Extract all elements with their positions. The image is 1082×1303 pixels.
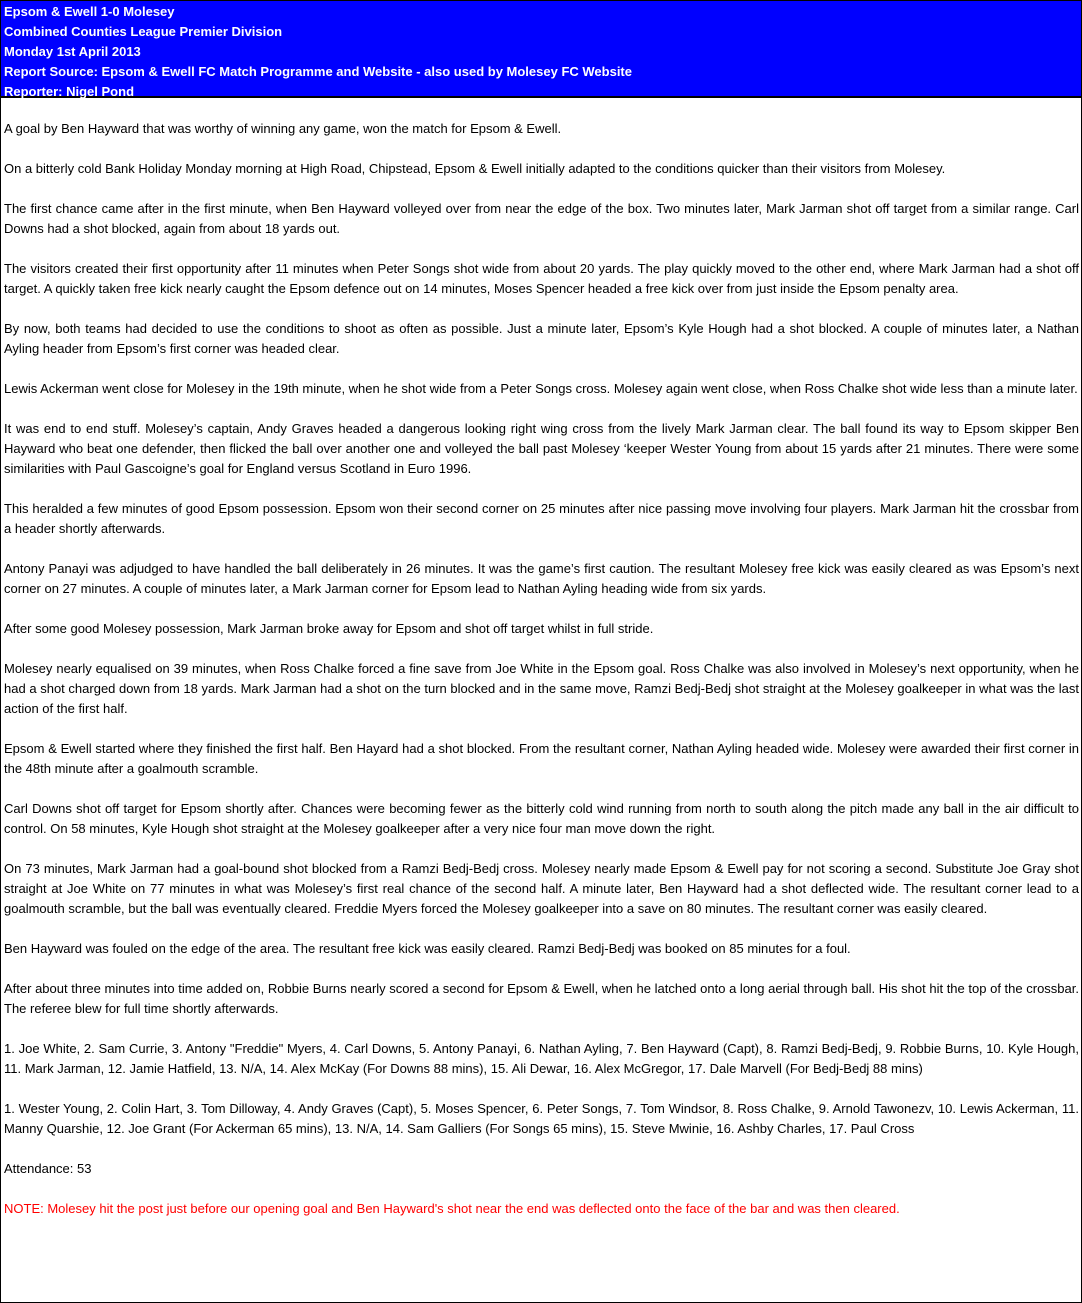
report-paragraph: A goal by Ben Hayward that was worthy of winning any game, won the match for Epsom & Ewell. xyxy=(4,121,562,136)
report-paragraph: After about three minutes into time added on, Robbie Burns nearly scored a second for Epsom & Ewell, when he latched onto a long aerial through ball. His shot hit the top of the crossbar. The referee blew for full time shortly afterwards. xyxy=(4,981,1079,1016)
report-paragraph: The visitors created their first opportunity after 11 minutes when Peter Songs shot wide from about 20 yards. The play quickly moved to the other end, where Mark Jarman had a shot off target. A quickly taken free kick nearly caught the Epsom defence out on 14 minutes, Moses Spencer headed a free kick over from just inside the Epsom penalty area. xyxy=(4,261,1079,296)
report-paragraph: The first chance came after in the first minute, when Ben Hayward volleyed over from near the edge of the box. Two minutes later, Mark Jarman shot off target from a similar range. Carl Downs had a shot blocked, again from about 18 yards out. xyxy=(4,201,1079,236)
report-source: Report Source: Epsom & Ewell FC Match Programme and Website - also used by Molesey FC Website xyxy=(4,64,632,79)
report-paragraph: Carl Downs shot off target for Epsom shortly after. Chances were becoming fewer as the bitterly cold wind running from north to south along the pitch made any ball in the air difficult to control. On 58 minutes, Kyle Hough shot straight at the Molesey goalkeeper after a very nice four man move down the right. xyxy=(4,801,1079,836)
report-paragraph: On a bitterly cold Bank Holiday Monday morning at High Road, Chipstead, Epsom & Ewell initially adapted to the conditions quicker than their visitors from Molesey. xyxy=(4,161,946,176)
report-paragraph: This heralded a few minutes of good Epsom possession. Epsom won their second corner on 25 minutes after nice passing move involving four players. Mark Jarman hit the crossbar from a header shortly afterwards. xyxy=(4,501,1079,536)
report-body xyxy=(1,98,1081,1219)
match-date: Monday 1st April 2013 xyxy=(4,44,141,59)
match-result-title: Epsom & Ewell 1-0 Molesey xyxy=(4,4,175,19)
report-note: NOTE: Molesey hit the post just before our opening goal and Ben Hayward's shot near the end was deflected onto the face of the bar and was then cleared. xyxy=(4,1201,900,1216)
report-paragraph: Ben Hayward was fouled on the edge of the area. The resultant free kick was easily cleared. Ramzi Bedj-Bedj was booked on 85 minutes for a foul. xyxy=(4,941,851,956)
home-team-lineup: 1. Joe White, 2. Sam Currie, 3. Antony "Freddie" Myers, 4. Carl Downs, 5. Antony Panayi, 6. Nathan Ayling, 7. Ben Hayward (Capt), 8. Ramzi Bedj-Bedj, 9. Robbie Burns, 10. Kyle Hough, 11. Mark Jarman, 12. Jamie Hatfield, 13. N/A, 14. Alex McKay (For Downs 88 mins), 15. Ali Dewar, 16. Alex McGregor, 17. Dale Marvell (For Bedj-Bedj 88 mins) xyxy=(4,1041,1079,1076)
report-paragraph: Molesey nearly equalised on 39 minutes, when Ross Chalke forced a fine save from Joe White in the Epsom goal. Ross Chalke was also involved in Molesey’s next opportunity, when he had a shot charged down from 18 yards. Mark Jarman had a shot on the turn blocked and in the same move, Ramzi Bedj-Bedj shot straight at the Molesey goalkeeper in what was the last action of the first half. xyxy=(4,661,1079,716)
report-paragraph: By now, both teams had decided to use the conditions to shoot as often as possible. Just a minute later, Epsom’s Kyle Hough had a shot blocked. A couple of minutes later, a Nathan Ayling header from Epsom’s first corner was headed clear. xyxy=(4,321,1079,356)
reporter-name: Reporter: Nigel Pond xyxy=(4,84,135,99)
competition-name: Combined Counties League Premier Division xyxy=(4,24,283,39)
report-header xyxy=(1,1,1081,98)
report-paragraph: It was end to end stuff. Molesey’s captain, Andy Graves headed a dangerous looking right wing cross from the lively Mark Jarman clear. The ball found its way to Epsom skipper Ben Hayward who beat one defender, then flicked the ball over another one and volleyed the ball past Molesey ‘keeper Wester Young from about 15 yards after 21 minutes. There were some similarities with Paul Gascoigne’s goal for England versus Scotland in Euro 1996. xyxy=(4,421,1079,476)
report-paragraph: On 73 minutes, Mark Jarman had a goal-bound shot blocked from a Ramzi Bedj-Bedj cross. Molesey nearly made Epsom & Ewell pay for not scoring a second. Substitute Joe Gray shot straight at Joe White on 77 minutes in what was Molesey’s first real chance of the second half. A minute later, Ben Hayward had a shot deflected wide. The resultant corner lead to a goalmouth scramble, but the ball was eventually cleared. Freddie Myers forced the Molesey goalkeeper into a save on 80 minutes. The resultant corner was easily cleared. xyxy=(4,861,1079,916)
report-paragraph: After some good Molesey possession, Mark Jarman broke away for Epsom and shot off target whilst in full stride. xyxy=(4,621,654,636)
report-paragraph: Epsom & Ewell started where they finished the first half. Ben Hayard had a shot blocked. From the resultant corner, Nathan Ayling headed wide. Molesey were awarded their first corner in the 48th minute after a goalmouth scramble. xyxy=(4,741,1079,776)
attendance: Attendance: 53 xyxy=(4,1161,92,1176)
report-paragraph: Lewis Ackerman went close for Molesey in the 19th minute, when he shot wide from a Peter Songs cross. Molesey again went close, when Ross Chalke shot wide less than a minute later. xyxy=(4,381,1078,396)
report-paragraph: Antony Panayi was adjudged to have handled the ball deliberately in 26 minutes. It was the game’s first caution. The resultant Molesey free kick was easily cleared as was Epsom’s next corner on 27 minutes. A couple of minutes later, a Mark Jarman corner for Epsom lead to Nathan Ayling heading wide from six yards. xyxy=(4,561,1079,596)
away-team-lineup: 1. Wester Young, 2. Colin Hart, 3. Tom Dilloway, 4. Andy Graves (Capt), 5. Moses Spencer, 6. Peter Songs, 7. Tom Windsor, 8. Ross Chalke, 9. Arnold Tawonezv, 10. Lewis Ackerman, 11. Manny Quarshie, 12. Joe Grant (For Ackerman 65 mins), 13. N/A, 14. Sam Galliers (For Songs 65 mins), 15. Steve Mwinie, 16. Ashby Charles, 17. Paul Cross xyxy=(4,1101,1079,1136)
